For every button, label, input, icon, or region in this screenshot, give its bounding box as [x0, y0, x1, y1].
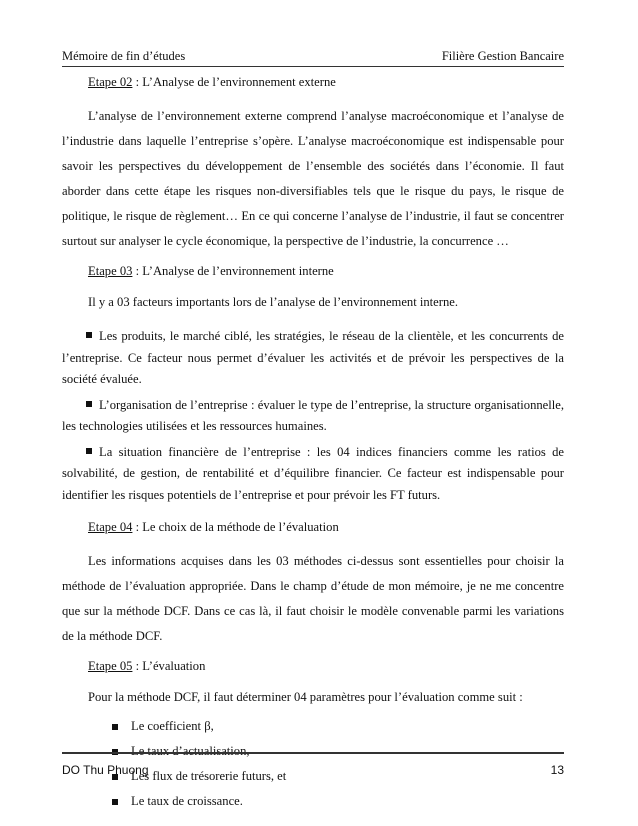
list-item	[112, 714, 564, 739]
step-03-heading	[88, 262, 564, 280]
step-05-title: : L’évaluation	[132, 659, 206, 673]
square-bullet-icon	[86, 401, 92, 407]
square-bullet-icon	[112, 799, 118, 805]
list-item	[112, 789, 564, 814]
list-item-text: Le taux d’actualisation,	[131, 744, 250, 758]
page-footer	[62, 752, 564, 782]
header-title-left: Mémoire de fin d’études	[62, 49, 186, 63]
page-number: 13	[550, 763, 564, 777]
step-04-paragraph: Les informations acquises dans les 03 méthodes ci-dessus sont essentielles pour choisir la méthode de l’évaluation appropriée. Dans le champ d’étude de mon mémoire, je ne me concentre que sur la méthode DCF. Dans ce cas là, il faut choisir le modèle convenable parmi les variations de la méthode DCF.	[62, 554, 564, 643]
step-02-heading	[88, 73, 564, 91]
step-04-label: Etape 04	[88, 520, 133, 534]
page-body	[62, 73, 564, 814]
step-02-label: Etape 02	[88, 75, 133, 89]
square-bullet-icon	[86, 332, 92, 338]
step-03-label: Etape 03	[88, 264, 133, 278]
step-03-bullet-3	[62, 442, 564, 507]
square-bullet-icon	[86, 448, 92, 454]
step-05-label: Etape 05	[88, 659, 133, 673]
step-03-bullet-3-text: La situation financière de l’entreprise : les 04 indices financiers comme les ratios de solvabilité, de gestion, de rentabilité et d’équilibre financier. Ce facteur est indispensable pour identifier les risques potentiels de l’entreprise et pour prévoir les FT futurs.	[62, 444, 564, 502]
list-item-text: Le taux de croissance.	[131, 794, 243, 808]
step-04-heading	[88, 518, 564, 536]
step-03-intro: Il y a 03 facteurs importants lors de l’analyse de l’environnement interne.	[88, 295, 458, 309]
list-item-text: Le coefficient β,	[131, 719, 214, 733]
footer-author: DO Thu Phuong	[62, 763, 149, 777]
step-04-title: : Le choix de la méthode de l’évaluation	[132, 520, 339, 534]
step-03-bullet-1	[62, 326, 564, 391]
step-05-heading	[88, 657, 564, 675]
step-03-bullet-2	[62, 395, 564, 438]
step-03-bullet-1-text: Les produits, le marché ciblé, les stratégies, le réseau de la clientèle, et les concurrents de l’entreprise. Ce facteur nous permet d’évaluer les activités et de prévoir les perspectives de la société évaluée.	[62, 329, 564, 386]
square-bullet-icon	[112, 724, 118, 730]
step-02-title: : L’Analyse de l’environnement externe	[132, 75, 336, 89]
header-title-right: Filière Gestion Bancaire	[441, 49, 564, 63]
step-02-paragraph: L’analyse de l’environnement externe comprend l’analyse macroéconomique et l’analyse de l’industrie dans laquelle l’entreprise s’opère. L’analyse macroéconomique est indispensable pour savoir les perspectives du développement de l’ensemble des sociétés dans l’économie. Il faut aborder dans cette étape les risques non-diversifiables tels que le risque du pays, le risque de politique, le risque de règlement… En ce qui concerne l’analyse de l’industrie, il faut se concentrer surtout sur analyser le cycle économique, la perspective de l’industrie, la concurrence …	[62, 109, 564, 248]
page-header	[62, 42, 564, 67]
list-item-text: Les flux de trésorerie futurs, et	[131, 769, 287, 783]
step-03-bullet-2-text: L’organisation de l’entreprise : évaluer le type de l’entreprise, la structure organisationnelle, les technologies utilisées et les ressources humaines.	[62, 397, 564, 433]
step-03-title: : L’Analyse de l’environnement interne	[132, 264, 334, 278]
step-05-intro: Pour la méthode DCF, il faut déterminer 04 paramètres pour l’évaluation comme suit :	[88, 690, 523, 704]
